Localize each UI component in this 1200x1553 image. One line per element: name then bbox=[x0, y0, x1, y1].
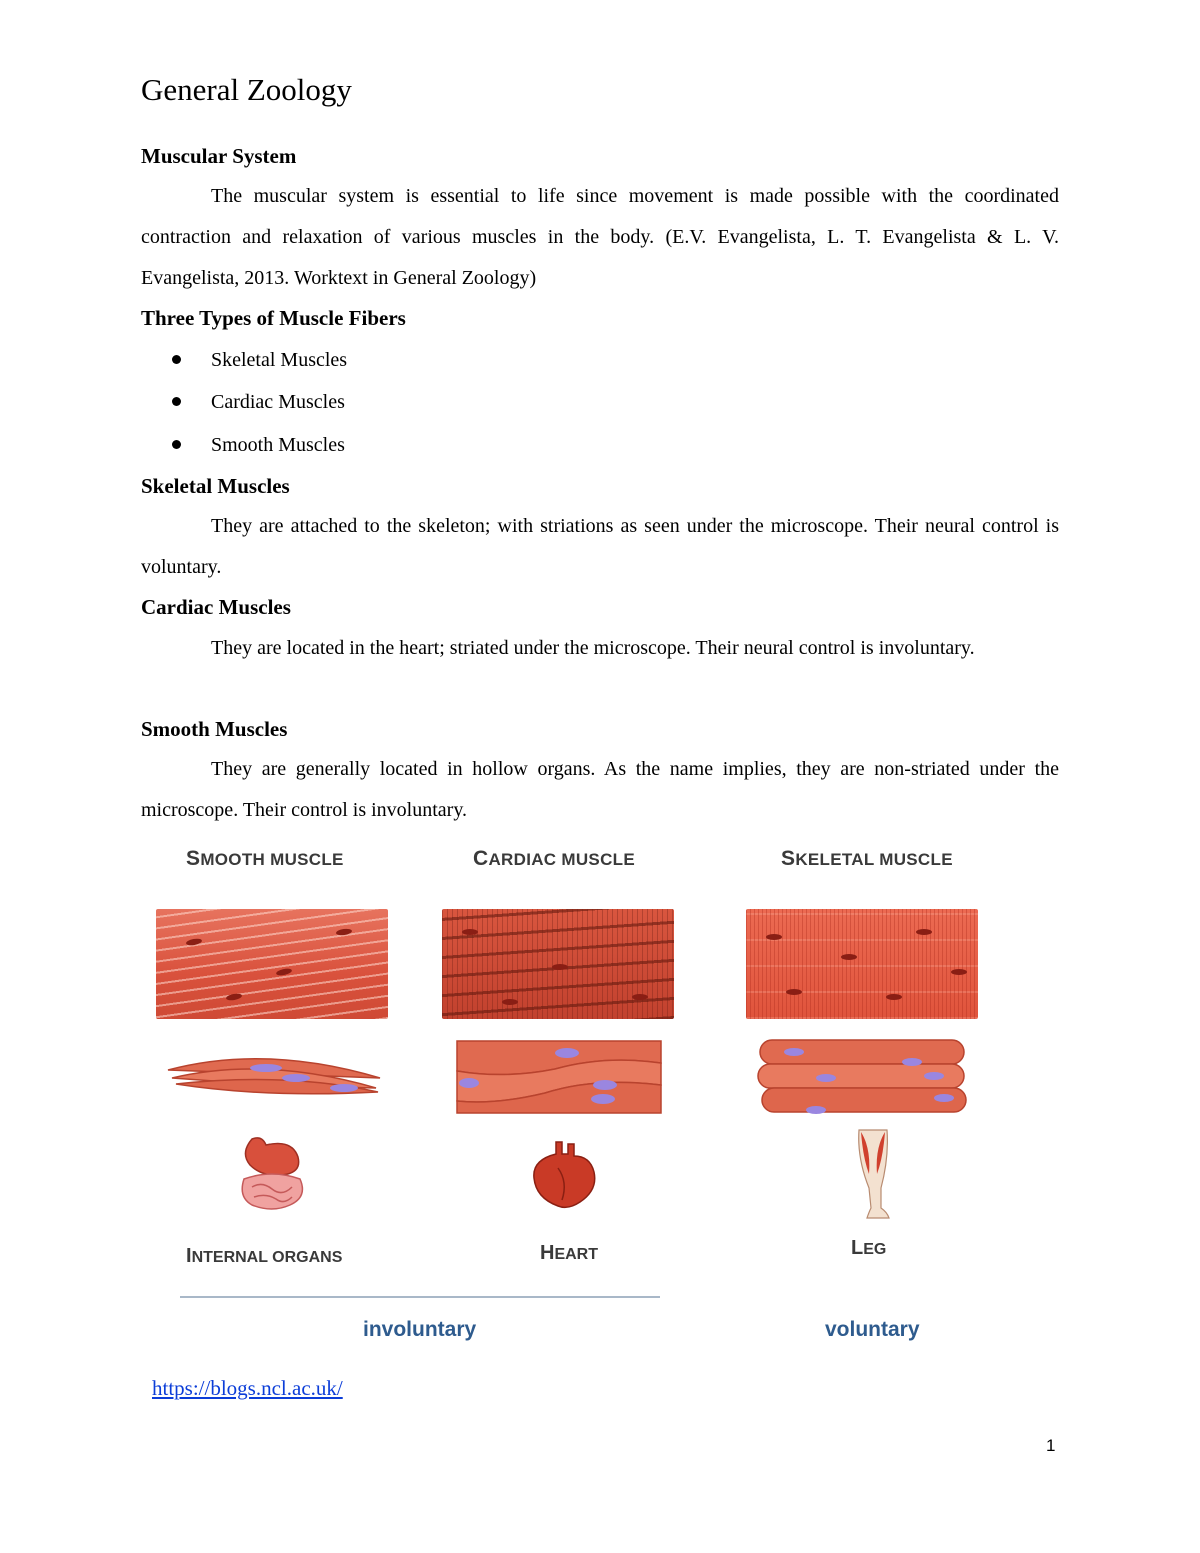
cardiac-muscle-title: CARDIAC MUSCLE bbox=[473, 847, 635, 870]
bullet-item: Smooth Muscles bbox=[172, 434, 345, 457]
skeletal-cells-illustration bbox=[756, 1036, 968, 1116]
nucleus bbox=[916, 929, 932, 935]
nucleus bbox=[886, 994, 902, 1000]
cardiac-cells-illustration bbox=[455, 1035, 663, 1117]
bullet-item: Cardiac Muscles bbox=[172, 391, 345, 414]
nucleus bbox=[276, 967, 293, 976]
page-number: 1 bbox=[1046, 1436, 1056, 1455]
internal-organs-icon bbox=[232, 1135, 312, 1213]
leg-icon bbox=[853, 1128, 893, 1223]
muscular-system-paragraph: The muscular system is essential to life since movement is made possible with the coordinated contraction and relaxation of various muscles in the body. (E.V. Evangelista, L. T. Evangelista & L. V. Evangelista, 2013. Worktext in General Zoology) bbox=[141, 185, 1059, 289]
smooth-heading: Smooth Muscles bbox=[141, 717, 288, 741]
nucleus bbox=[462, 929, 478, 935]
nucleus bbox=[336, 928, 353, 936]
skeletal-paragraph: They are attached to the skeleton; with striations as seen under the microscope. Their neural control is voluntary. bbox=[141, 515, 1059, 578]
smooth-cells-illustration bbox=[166, 1048, 382, 1098]
leg-label: LEG bbox=[851, 1237, 887, 1259]
internal-organs-label: INTERNAL ORGANS bbox=[186, 1245, 343, 1267]
divider-line bbox=[180, 1296, 660, 1298]
source-link[interactable]: https://blogs.ncl.ac.uk/ bbox=[152, 1376, 343, 1400]
types-heading: Three Types of Muscle Fibers bbox=[141, 306, 406, 330]
nucleus bbox=[552, 964, 568, 970]
heart-label: HEART bbox=[540, 1242, 599, 1264]
smooth-paragraph: They are generally located in hollow organs. As the name implies, they are non-striated under the microscope. Their control is involuntary. bbox=[141, 758, 1059, 821]
involuntary-label: involuntary bbox=[363, 1318, 477, 1341]
skeletal-micrograph bbox=[746, 909, 978, 1019]
bullet-icon bbox=[172, 397, 181, 406]
nucleus bbox=[786, 989, 802, 995]
nucleus bbox=[766, 934, 782, 940]
muscular-system-heading: Muscular System bbox=[141, 144, 297, 168]
skeletal-heading: Skeletal Muscles bbox=[141, 474, 290, 498]
skeletal-muscle-title: SKELETAL MUSCLE bbox=[781, 847, 953, 870]
bullet-icon bbox=[172, 355, 181, 364]
nucleus bbox=[502, 999, 518, 1005]
cardiac-micrograph bbox=[442, 909, 674, 1019]
heart-icon bbox=[528, 1138, 600, 1212]
voluntary-label: voluntary bbox=[825, 1318, 920, 1341]
nucleus bbox=[632, 994, 648, 1000]
cardiac-paragraph: They are located in the heart; striated under the microscope. Their neural control is involuntary. bbox=[211, 637, 975, 659]
cardiac-heading: Cardiac Muscles bbox=[141, 595, 291, 619]
smooth-micrograph bbox=[156, 909, 388, 1019]
nucleus bbox=[226, 993, 243, 1002]
bullet-item: Skeletal Muscles bbox=[172, 349, 347, 372]
smooth-muscle-title: SMOOTH MUSCLE bbox=[186, 847, 344, 870]
nucleus bbox=[186, 938, 203, 947]
bullet-icon bbox=[172, 440, 181, 449]
page-header: General Zoology bbox=[141, 72, 352, 107]
nucleus bbox=[951, 969, 967, 975]
nucleus bbox=[841, 954, 857, 960]
